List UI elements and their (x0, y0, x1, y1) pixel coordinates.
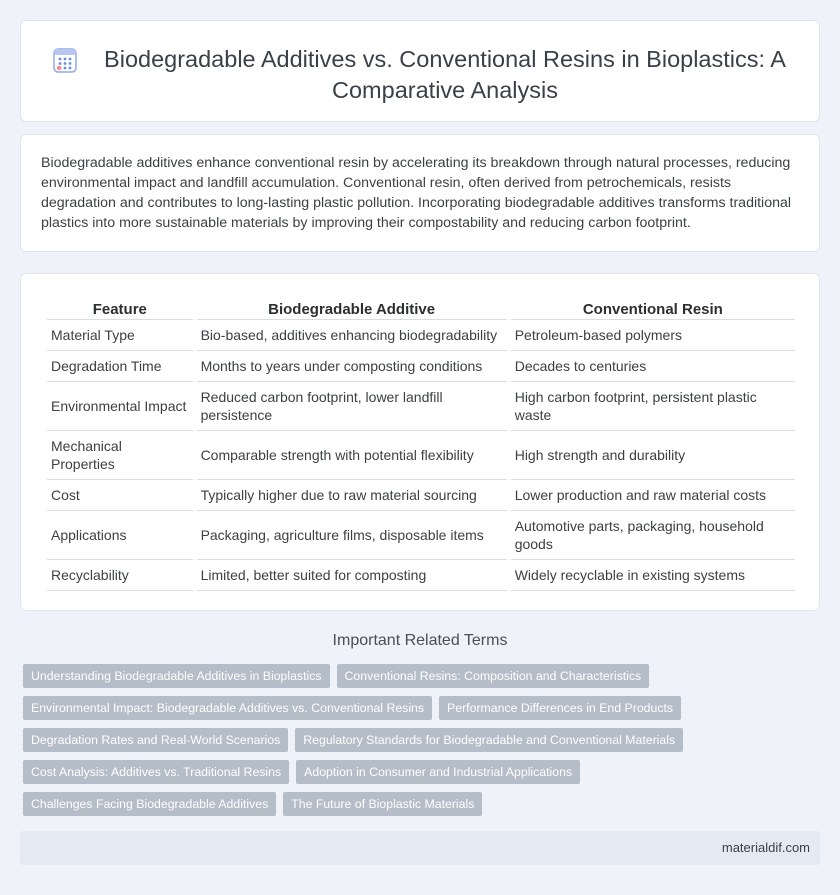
resin-cell: Petroleum-based polymers (511, 320, 795, 351)
related-term-tag[interactable]: Adoption in Consumer and Industrial Applications (296, 760, 580, 784)
tag-row (23, 664, 649, 688)
resin-cell: Widely recyclable in existing systems (511, 560, 795, 591)
intro-paragraph: Biodegradable additives enhance conventional resin by accelerating its breakdown through natural processes, reducing environmental impact and landfill accumulation. Conventional resin, often derived from petrochemicals, resists degradation and contributes to long-lasting plastic pollution. Incorporating biodegradable additives transforms traditional plastics into more sustainable materials by improving their compostability and reducing carbon footprint. (41, 155, 792, 231)
related-term-tag[interactable]: Regulatory Standards for Biodegradable and Conventional Materials (295, 728, 683, 752)
related-term-tag[interactable]: Performance Differences in End Products (439, 696, 681, 720)
resin-cell: High carbon footprint, persistent plastic waste (511, 382, 795, 431)
feature-cell: Cost (47, 480, 193, 511)
comparison-table (43, 295, 799, 591)
header-feature: Feature (47, 295, 193, 320)
tag-row (23, 696, 681, 720)
related-term-tag[interactable]: Environmental Impact: Biodegradable Additives vs. Conventional Resins (23, 696, 432, 720)
related-term-tag[interactable]: Degradation Rates and Real-World Scenarios (23, 728, 288, 752)
related-term-tag[interactable]: Cost Analysis: Additives vs. Traditional Resins (23, 760, 289, 784)
feature-cell: Applications (47, 511, 193, 560)
feature-cell: Recyclability (47, 560, 193, 591)
tag-row (23, 792, 482, 816)
additive-cell: Packaging, agriculture films, disposable items (197, 511, 507, 560)
related-term-tag[interactable]: Challenges Facing Biodegradable Additives (23, 792, 276, 816)
table-row (47, 431, 795, 480)
intro-card (20, 134, 820, 252)
feature-cell: Material Type (47, 320, 193, 351)
table-row (47, 351, 795, 382)
header-biodegradable-additive: Biodegradable Additive (197, 295, 507, 320)
comparison-table-card (20, 273, 820, 611)
table-row (47, 511, 795, 560)
related-term-tag[interactable]: The Future of Bioplastic Materials (283, 792, 482, 816)
additive-cell: Typically higher due to raw material sourcing (197, 480, 507, 511)
additive-cell: Comparable strength with potential flexibility (197, 431, 507, 480)
additive-cell: Months to years under composting conditions (197, 351, 507, 382)
related-term-tag[interactable]: Conventional Resins: Composition and Characteristics (337, 664, 650, 688)
calendar-grid-icon (52, 46, 78, 74)
table-row (47, 560, 795, 591)
table-row (47, 320, 795, 351)
feature-cell: Environmental Impact (47, 382, 193, 431)
additive-cell: Reduced carbon footprint, lower landfill persistence (197, 382, 507, 431)
resin-cell: Automotive parts, packaging, household goods (511, 511, 795, 560)
footer (20, 831, 820, 865)
additive-cell: Limited, better suited for composting (197, 560, 507, 591)
feature-cell: Mechanical Properties (47, 431, 193, 480)
table-row (47, 480, 795, 511)
resin-cell: Lower production and raw material costs (511, 480, 795, 511)
additive-cell: Bio-based, additives enhancing biodegradability (197, 320, 507, 351)
table-header-row (47, 295, 795, 320)
title-card (20, 20, 820, 122)
feature-cell: Degradation Time (47, 351, 193, 382)
page-title: Biodegradable Additives vs. Conventional Resins in Bioplastics: A Comparative Analysis (104, 46, 786, 103)
header-conventional-resin: Conventional Resin (511, 295, 795, 320)
tag-row (23, 728, 683, 752)
tag-row (23, 760, 580, 784)
footer-site-link[interactable]: materialdif.com (721, 840, 810, 855)
resin-cell: High strength and durability (511, 431, 795, 480)
related-terms-heading: Important Related Terms (332, 632, 508, 649)
related-term-tag[interactable]: Understanding Biodegradable Additives in Bioplastics (23, 664, 330, 688)
resin-cell: Decades to centuries (511, 351, 795, 382)
table-row (47, 382, 795, 431)
